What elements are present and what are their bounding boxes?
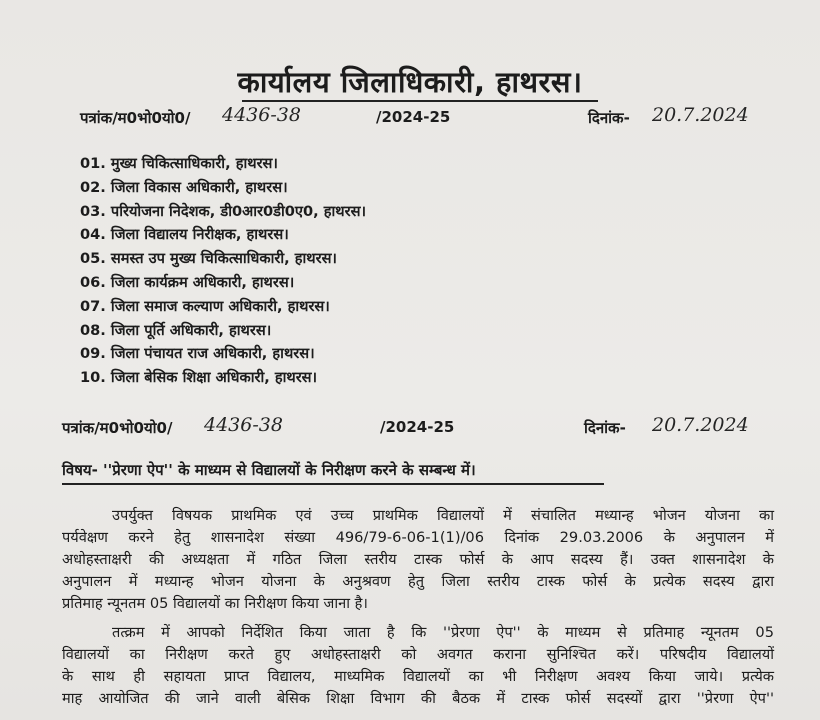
paragraph-line: माह आयोजित की जाने वाली बेसिक शिक्षा विभाग की बैठक में टास्क फोर्स सदस्यों द्वारा ''प्रेरणा ऐप''	[62, 690, 774, 707]
reference-number: 4436-38	[222, 104, 301, 126]
reference-year: /2024-25	[380, 418, 455, 436]
reference-line-top	[0, 104, 820, 130]
reference-label: पत्रांक/म0भो0यो0/	[62, 419, 173, 437]
paragraph-line: विद्यालयों का निरीक्षण करते हुए अधोहस्ताक्षरी को अवगत कराना सुनिश्चित करें। परिषदीय विद्यालयों	[62, 646, 774, 663]
date-label: दिनांक-	[584, 419, 626, 437]
list-item: 08. जिला पूर्ति अधिकारी, हाथरस।	[80, 321, 272, 339]
list-item: 10. जिला बेसिक शिक्षा अधिकारी, हाथरस।	[80, 369, 318, 387]
reference-number: 4436-38	[204, 414, 283, 436]
reference-line-second	[0, 414, 820, 440]
date-value: 20.7.2024	[652, 414, 749, 436]
list-item: 07. जिला समाज कल्याण अधिकारी, हाथरस।	[80, 297, 330, 315]
reference-year: /2024-25	[376, 108, 451, 126]
title-underline	[242, 100, 598, 102]
paragraph-line: अनुपालन में मध्यान्ह भोजन योजना के अनुश्रवण हेतु जिला स्तरीय टास्क फोर्स के प्रत्येक सदस्य द्वारा	[62, 573, 774, 590]
list-item: 03. परियोजना निदेशक, डी0आर0डी0ए0, हाथरस।	[80, 202, 366, 220]
paragraph-line: उपर्युक्त विषयक प्राथमिक एवं उच्च प्राथमिक विद्यालयों में संचालित मध्यान्ह भोजन योजना का	[112, 507, 774, 524]
list-item: 06. जिला कार्यक्रम अधिकारी, हाथरस।	[80, 273, 295, 291]
paragraph-line: प्रतिमाह न्यूनतम 05 विद्यालयों का निरीक्षण किया जाना है।	[62, 595, 368, 612]
list-item: 09. जिला पंचायत राज अधिकारी, हाथरस।	[80, 345, 315, 363]
office-title: कार्यालय जिलाधिकारी, हाथरस।	[237, 65, 583, 99]
subject-underline	[62, 483, 604, 485]
list-item: 04. जिला विद्यालय निरीक्षक, हाथरस।	[80, 226, 289, 244]
date-label: दिनांक-	[588, 109, 630, 127]
subject-line: विषय- ''प्रेरणा ऐप'' के माध्यम से विद्यालयों के निरीक्षण करने के सम्बन्ध में।	[62, 461, 476, 479]
paragraph-line: तत्क्रम में आपको निर्देशित किया जाता है कि ''प्रेरणा ऐप'' के माध्यम से प्रतिमाह न्यूनतम 05	[112, 624, 774, 641]
list-item: 01. मुख्य चिकित्साधिकारी, हाथरस।	[80, 155, 278, 172]
list-item: 05. समस्त उप मुख्य चिकित्साधिकारी, हाथरस।	[80, 250, 337, 268]
paragraph-line: के साथ ही सहायता प्राप्त विद्यालय, माध्यमिक विद्यालयों का भी निरीक्षण अवश्य किया जाये। प्रत्येक	[62, 668, 774, 685]
list-item: 02. जिला विकास अधिकारी, हाथरस।	[80, 178, 288, 196]
recipient-list	[80, 153, 366, 391]
paragraph-line: पर्यवेक्षण करने हेतु शासनादेश संख्या 496/79-6-06-1(1)/06 दिनांक 29.03.2006 के अनुपालन में	[62, 529, 774, 546]
paragraph-line: अधोहस्ताक्षरी की अध्यक्षता में गठित जिला स्तरीय टास्क फोर्स के आप सदस्य हैं। उक्त शासनादेश के	[62, 551, 774, 568]
reference-label: पत्रांक/म0भो0यो0/	[80, 109, 191, 127]
date-value: 20.7.2024	[652, 104, 749, 126]
